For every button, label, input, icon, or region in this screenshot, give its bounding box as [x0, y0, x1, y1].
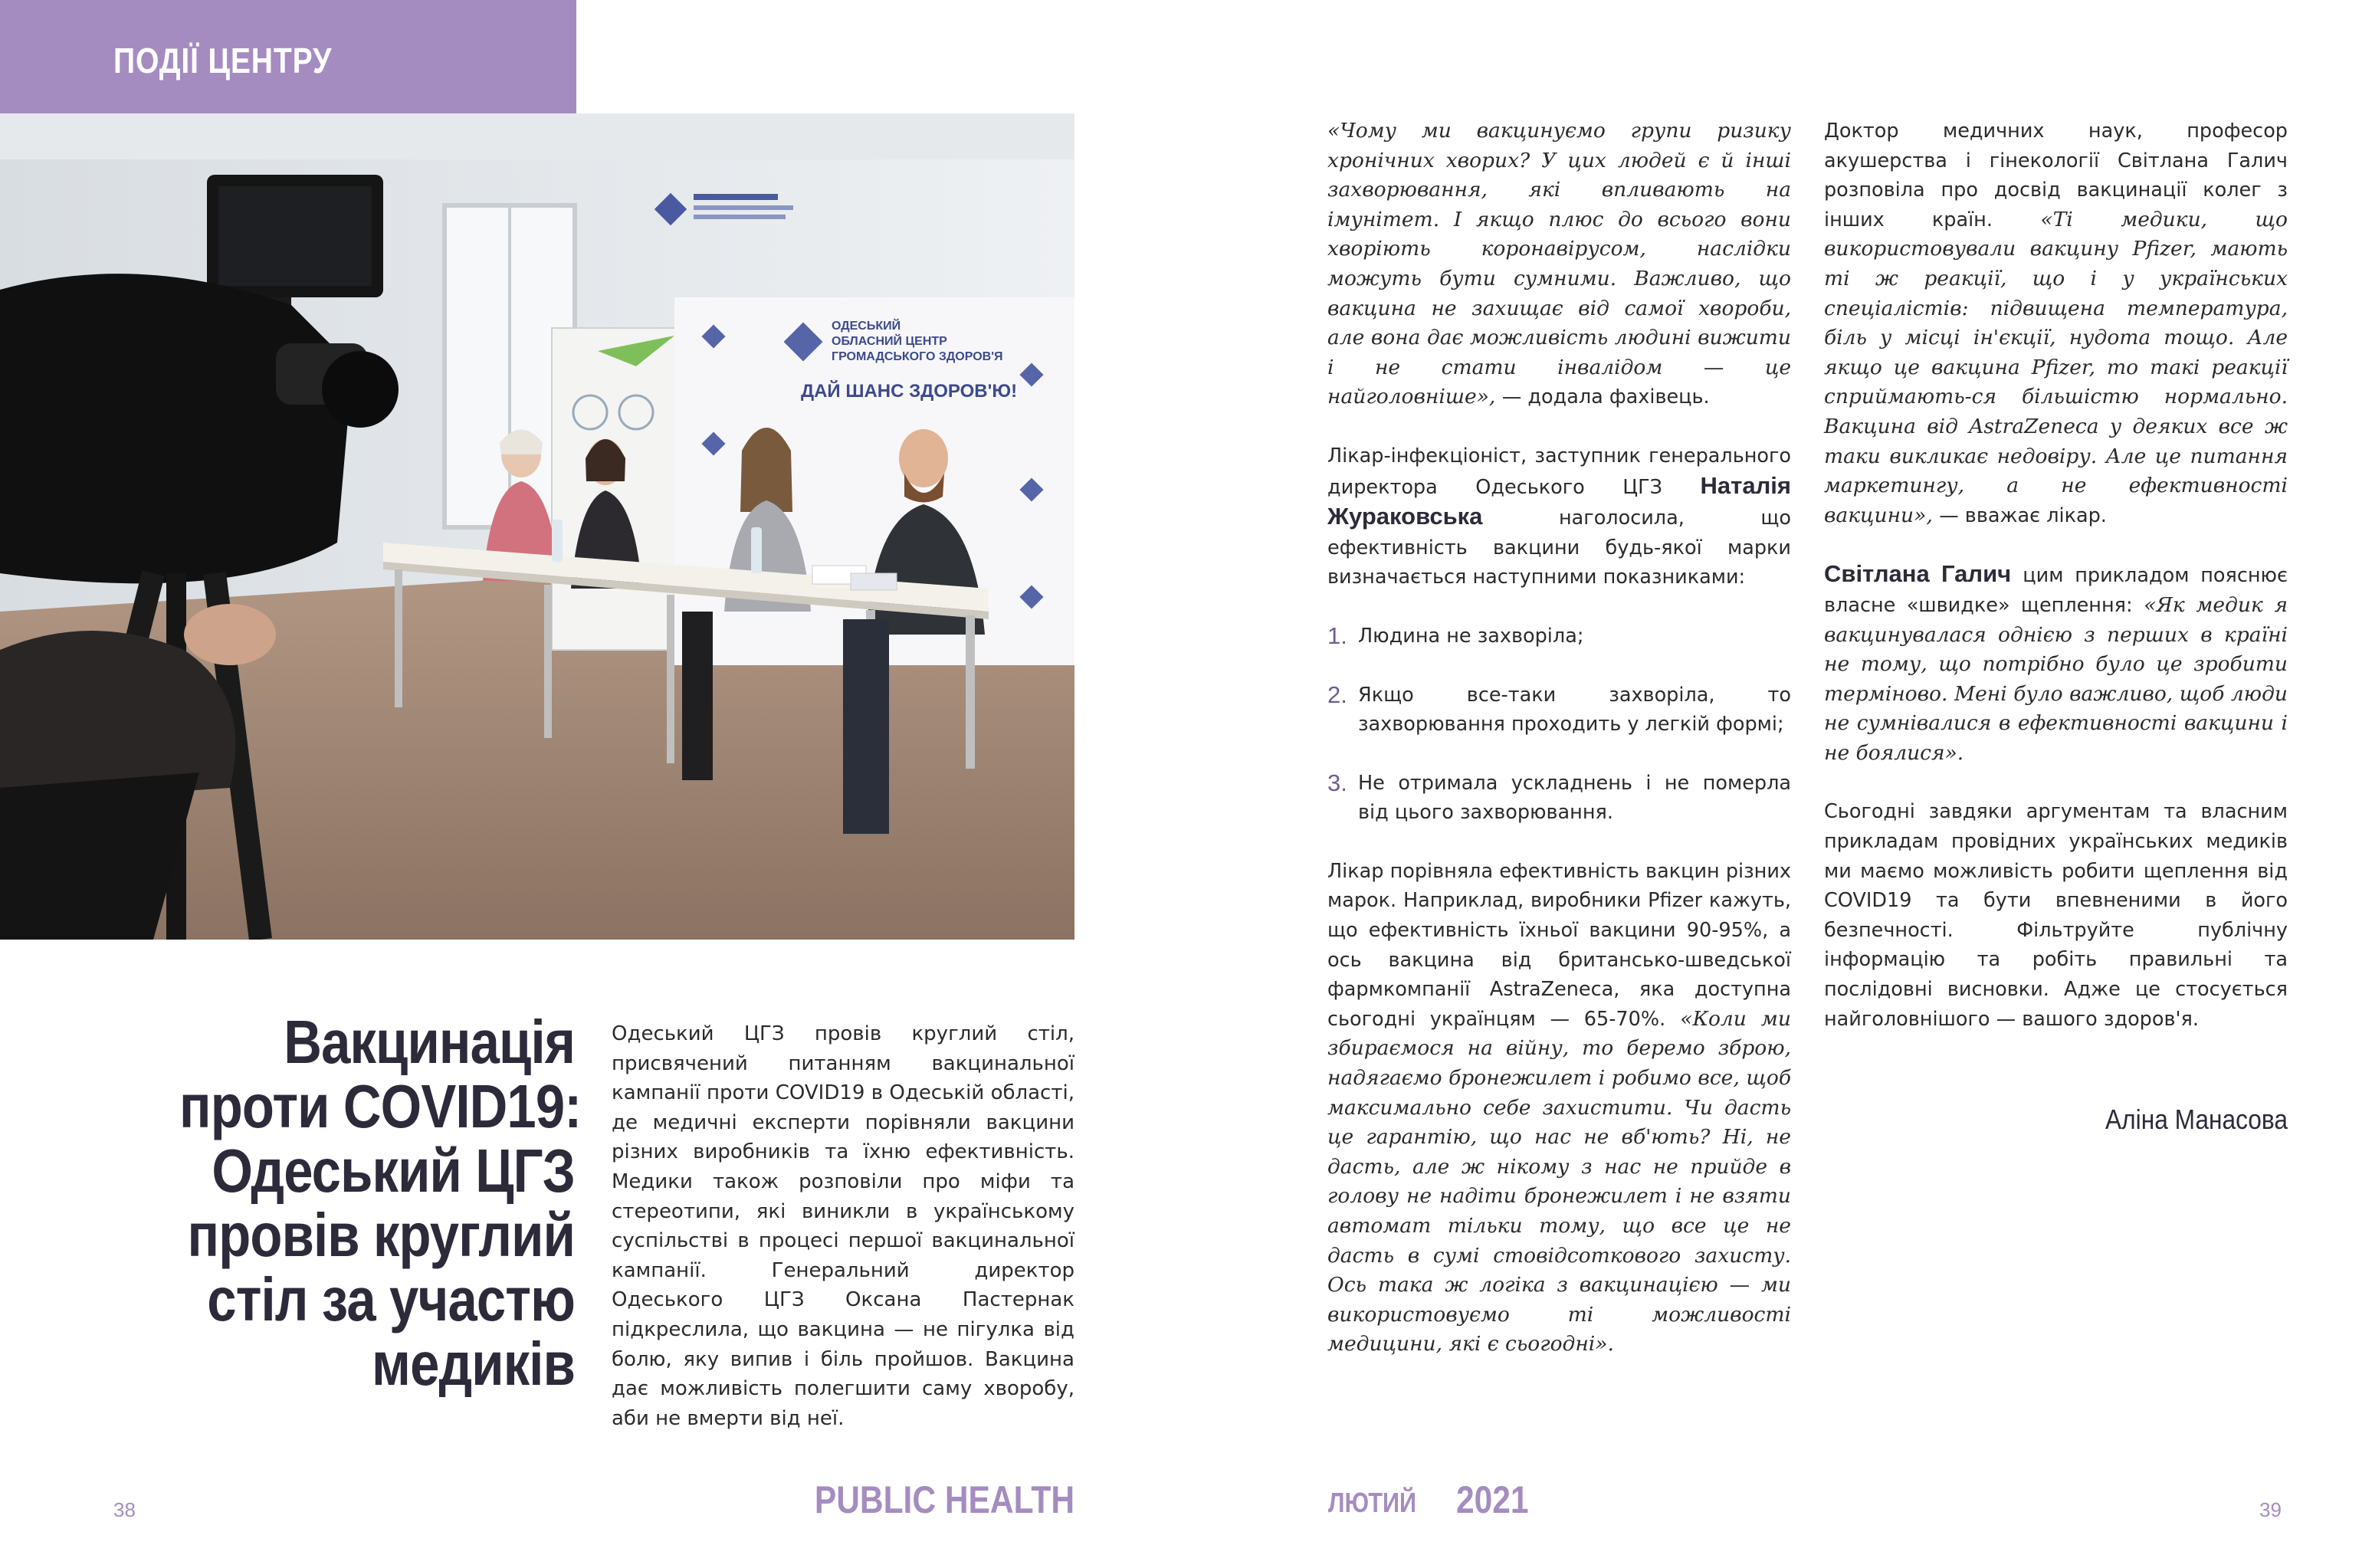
headline-line: проти COVID19:: [179, 1072, 582, 1140]
article-intro: [612, 1019, 1074, 1433]
quote-paragraph: [1327, 116, 1791, 412]
personal-quote: «Як медик я вакцинувалася однією з перших в країні не тому, що потрібно було це зробити терміново. Мені було важливо, щоб люди не сумнівалися в ефективності вакцини і не боялися».: [1824, 592, 2288, 765]
list-item: [1327, 681, 1791, 740]
personal-text: цим прикладом пояснює власне «швидке» щеплення:: [1824, 564, 2288, 617]
conclusion-paragraph: Сьогодні завдяки аргументам та власним прикладам провідних українських медиків ми маємо можливість робити щеплення від COVID19 та бути впевненими в його безпечності. Фільтруйте публічну інформацію та робіть правильні та послідовні висновки. Адже це стосується найголовнішого — вашого здоров'я.: [1824, 800, 2288, 1031]
list-text: Людина не захворіла;: [1358, 624, 1584, 648]
list-item: [1327, 622, 1791, 651]
expert-intro: Лікар-інфекціоніст, заступник генерального директора Одеського ЦГЗ: [1327, 444, 1791, 499]
quote-text: «Чому ми вакцинуємо групи ризику хронічних хворих? У цих людей є й інші захворювання, які впливають на імунітет. І якщо плюс до всього вони хворіють коронавірусом, наслідки можуть бути сумними. Важливо, що вакцина не захищає від самої хвороби, але вона дає можливість людині вижити і не стати інвалідом — це найголовніше»,: [1327, 119, 1791, 409]
galych-attribution: — вважає лікар.: [1939, 504, 2107, 527]
expert-name: Світлана Галич: [1824, 560, 2012, 588]
banner-org-line3: ГРОМАДСЬКОГО ЗДОРОВ'Я: [832, 350, 1003, 363]
expert-name: Наталія Жураковська: [1327, 471, 1791, 530]
section-title: ПОДІЇ ЦЕНТРУ: [113, 41, 333, 80]
list-number: 2.: [1327, 681, 1347, 708]
list-text: Якщо все-таки захворіла, то захворювання проходить у легкій формі;: [1358, 683, 1791, 736]
headline-line: стіл за участю: [207, 1265, 575, 1333]
personal-vaccination-paragraph: [1824, 559, 2288, 768]
article-column-2: [1824, 116, 2288, 1034]
issue-month: ЛЮТИЙ: [1328, 1487, 1416, 1518]
intro-paragraph: Одеський ЦГЗ провів круглий стіл, присвячений питанням вакцинальної кампанії проти COVID19 в Одеській області, де медичні експерти порівняли вакцини різних виробників та їхню ефективність. Медики також розповіли про міфи та стереотипи, які виникли в українському суспільстві в процесі першої вакцинальної кампанії. Генеральний директор Одеського ЦГЗ Оксана Пастернак підкреслила, що вакцина — не пігулка від болю, яку випив і біль пройшов. Вакцина дає можливість полегшити саму хворобу, аби не вмерти від неї.: [612, 1022, 1074, 1430]
article-author: Аліна Манасова: [2105, 1104, 2288, 1135]
page-number-left: 38: [113, 1498, 136, 1521]
headline-line: медиків: [372, 1330, 575, 1398]
article-column-1: [1327, 116, 1791, 1360]
quote-attribution: — додала фахівець.: [1501, 385, 1710, 409]
article-headline: [115, 1008, 582, 1398]
list-text: Не отримала ускладнень і не померла від цього захворювання.: [1358, 771, 1791, 825]
press-conference-photo: [0, 113, 1074, 940]
comparison-quote: «Коли ми збираємося на війну, то беремо зброю, надягаємо бронежилет і робимо все, щоб максимально себе захистити. Чи дасть це гарантію, що нас не вб'ють? Ні, не дасть, але ж нікому з нас не прийде в голову не надіти бронежилет і не взяти автомат тільки тому, що все це не дасть в сумі стовідсоткового захисту. Ось така ж логіка з вакцинацією — ми використовуємо ті можливості медицини, які є сьогодні».: [1327, 1006, 1791, 1356]
section-tab: [0, 0, 576, 113]
list-item: [1327, 769, 1791, 828]
banner-slogan: ДАЙ ШАНС ЗДОРОВ'Ю!: [801, 381, 1018, 402]
galych-intro: Доктор медичних наук, професор акушерства і гінекології Світлана Галич розповіла про досвід вакцинації колег з інших країн.: [1824, 120, 2288, 231]
comparison-paragraph: [1327, 857, 1791, 1360]
list-number: 1.: [1327, 622, 1347, 649]
expert-paragraph: [1327, 441, 1791, 592]
issue-year: 2021: [1456, 1478, 1529, 1521]
headline-line: провів круглий: [187, 1201, 575, 1269]
banner-org-line2: ОБЛАСНИЙ ЦЕНТР: [832, 335, 947, 348]
headline-line: Вакцинація: [284, 1008, 575, 1076]
galych-quote: «Ті медики, що використовували вакцину Pfizer, мають ті ж реакції, що і у українських спеціалістів: підвищена температура, біль у місці ін'єкції, нудота тощо. Але якщо це вакцина Pfizer, то такі реакції сприймають-ся більшістю нормально. Вакцина від AstraZeneca у деяких все ж таки викликає недовіру. Але це питання маркетингу, а не ефективності вакцини»,: [1824, 207, 2288, 527]
expert-text: наголосила, що ефективність вакцини будь-якої марки визначається наступними показниками:: [1327, 507, 1792, 589]
banner-org-line1: ОДЕСЬКИЙ: [832, 320, 901, 333]
headline-line: Одеський ЦГЗ: [212, 1137, 575, 1205]
comparison-text: Лікар порівняла ефективність вакцин різних марок. Наприклад, виробники Pfizer кажуть, що ефективність їхньої вакцини 90-95%, а ось вакцина від британсько-шведської фармкомпанії AstraZeneca, яка доступна сьогодні українцям — 65-70%.: [1327, 859, 1791, 1031]
magazine-title: PUBLIC HEALTH: [814, 1478, 1074, 1521]
list-number: 3.: [1327, 769, 1347, 796]
page-number-right: 39: [2259, 1498, 2282, 1521]
galych-paragraph: [1824, 116, 2288, 530]
